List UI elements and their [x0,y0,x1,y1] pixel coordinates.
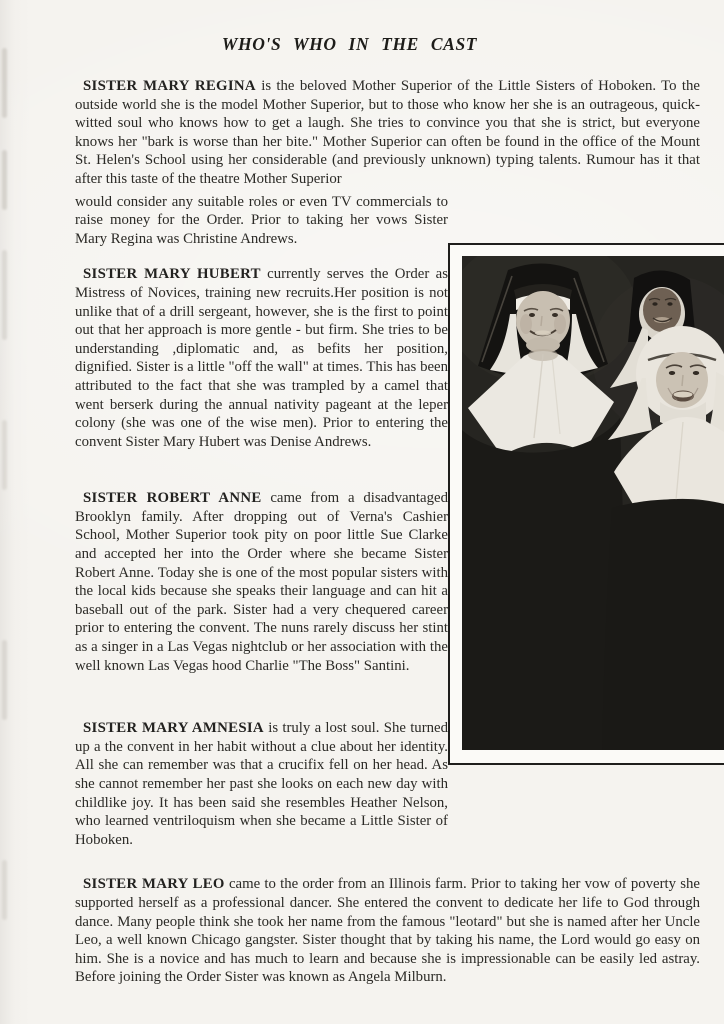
bio-text: is truly a lost soul. She turned up a the convent in her habit without a clue about her identity. All she can remember was that a crucifix fell on her head. As she cannot remember her past she looks on each new day with childlike joy. It has been said she resembles Heather Nelson, who learned ventriloquism when she became a Little Sister of Hoboken. [75,720,448,848]
bio-text: would consider any suitable roles or even TV commercials to raise money for the Order. Prior to taking her vows Sister Mary Regina was Christine Andrews. [75,193,448,247]
cast-photo-image [462,256,724,750]
cast-member-name: SISTER MARY LEO [83,876,225,893]
cast-photo [448,243,724,765]
bio-sister-robert-anne [75,489,448,675]
bio-text: is the beloved Mother Superior of the Little Sisters of Hoboken. To the outside world she is the model Mother Superior, but to those who know her she is an outrageous, quick-witted soul who knows how to get a laugh. She tries to convince you that she is strict, but everyone knows her "bark is worse than her bite." Mother Superior can often be found in the office of the Mount St. Helen's School using her considerable (and previously unknown) typing talents. Rumour has it that after this taste of the theatre Mother Superior [75,78,700,187]
bio-text: came to the order from an Illinois farm. Prior to taking her vow of poverty she supported herself as a professional dancer. She entered the convent to dedicate her life to God through dance. Many people think she took her name from the famous "leotard" but she is named after her Uncle Leo, a well known Chicago gangster. Sister thought that by taking his name, the Lord would go easy on him. She is a novice and has much to learn and because she is impressionable can be easily led astray. Before joining the Order Sister was known as Angela Milburn. [75,876,700,986]
bio-sister-mary-leo [75,875,700,987]
bio-sister-mary-regina [75,77,700,189]
cast-member-name: SISTER ROBERT ANNE [83,490,262,507]
bio-sister-mary-hubert [75,265,448,451]
bio-text: came from a disadvantaged Brooklyn family. After dropping out of Verna's Cashier School, Mother Superior took pity on poor little Sue Clarke and accepted her into the Order where she became Sister Robert Anne. Today she is one of the most popular sisters with the local kids because she speaks their language and can hit a baseball out of the park. Sister had a very chequered career prior to entering the convent. The nuns rarely discuss her stint as a singer in a Las Vegas nightclub or her association with the well known Las Vegas hood Charlie "The Boss" Santini. [75,490,448,674]
bio-sister-mary-regina-continued [75,193,448,249]
page-title: WHO'S WHO IN THE CAST [221,34,478,54]
photo-column [448,189,724,765]
bottom-margin [75,987,700,1024]
cast-member-name: SISTER MARY AMNESIA [83,720,264,737]
two-column-section [75,189,724,850]
bio-sister-mary-amnesia [75,719,448,849]
bio-text: currently serves the Order as Mistress of Novices, training new recruits.Her position is not unlike that of a drill sergeant, however, she is the first to point out that her approach is more gentle - but firm. She tries to be understanding ,diplomatic and, as befits her position, dignified. Sister is a little "off the wall" at times. This has been attributed to the fact that she was trampled by a camel that went berserk during the annual nativity pageant at the leper colony (she was one of the wise men). Prior to entering the convent Sister Mary Hubert was Denise Andrews. [75,266,448,450]
text-column [75,189,448,850]
cast-member-name: SISTER MARY HUBERT [83,266,261,283]
cast-member-name: SISTER MARY REGINA [83,78,256,94]
